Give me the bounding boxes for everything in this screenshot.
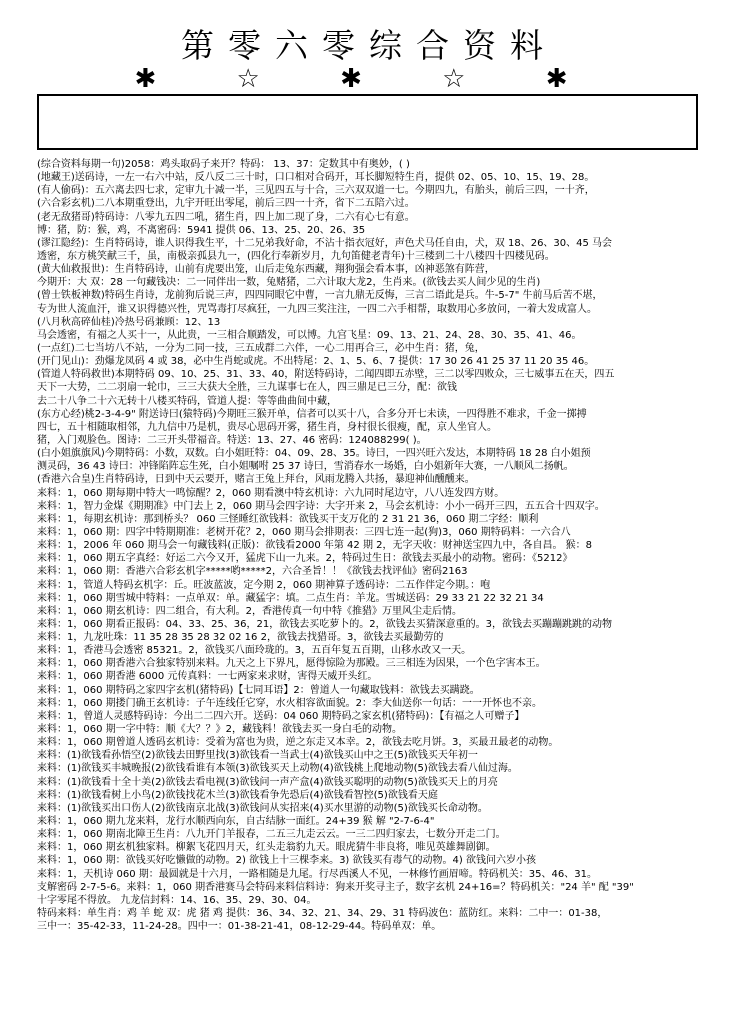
- text-line: (综合资料每期一句)2058：鸡头取码子来开？特码： 13、37：定数其中有奥妙，( ): [37, 159, 410, 170]
- page-title: 第零六零综合资料: [181, 26, 557, 65]
- text-line: (香港六合皇)生肖特码诗，日到中天云要开，赌言王兔上拜台，风雨龙腾入共扬，暴迎神仙醺醺来。: [37, 474, 475, 486]
- star-decoration: ✱ ☆ ✱ ☆ ✱: [134, 64, 604, 94]
- text-line: 来料：1，060 期九龙来料，龙行水顺西向东，自古结脉一面红。24+39 猴 解 "2-7-6-4": [37, 816, 435, 828]
- text-line: 特码来料：单生肖：鸡 羊 蛇 双：虎 猪 鸡 提供：36、34、32、21、34、29、31 特码波色：蓝防红。来料：二中一：01-38，: [37, 908, 608, 920]
- text-line: 来料：1，060 期五字真经：好运二六今又开，猛虎下山一九来。2，特码过生日：欲钱去买最小的动物。密码：《5212》: [37, 553, 573, 565]
- banner-box: [37, 94, 698, 150]
- text-line: 专为世人流血汗，谁又识得德兴性，咒骂毒打尽疯狂，一九四三奖注注，一四二六手相帮，取数用心多放问，一着大发成富人。: [37, 303, 597, 315]
- text-line: 来料：1，060 期雪城中特料：一点单双：单。藏猛字：填。二点生肖：羊龙。雪城送码：29 33 21 22 32 21 34: [37, 592, 544, 604]
- text-line: 来料：1，060 期曾道人透码玄机诗：受着为富也为贵，逆之东走又本幸。2，欲钱去吃月饼。3，买最丑最老的动物。: [37, 737, 559, 749]
- text-line: (八月秋高碎仙桂)冷热号码兼顾：12、13: [37, 316, 221, 328]
- text-line: (有人偷码)：五六离去四七求，定审九十减一半，三见四五与十合，三六双双道一七。今期四九，有胎头，前后三四，一十齐，: [37, 185, 595, 197]
- text-line: 来料：1，智力金煤《期期准》中门去上 2，060 期马会四字诗：大字开来 2，马会玄机诗：小小一码开三四，五五合十四双字。: [37, 500, 605, 512]
- text-line: 三中一：35-42-33，11-24-28。四中一：01-38-21-41，08-12-29-44。特码单双：单。: [37, 921, 442, 933]
- text-line: 来料：(1)欲钱买出口伤人(2)欲钱南京北战(3)欲钱问从实招来(4)买水里游的动物(5)欲钱买长命动物。: [37, 802, 488, 814]
- text-line: 天下一大势，二二羽扇一轮巾，三三大获大全胜，三九谋事七在人，四三鼎足已三分，配：欲钱: [37, 382, 457, 394]
- text-line: 来料：1，060 期看正报码：04、33、25、36，21，欲钱去买吃萝卜的。2，欲钱去买猜深意重的。3，欲钱去买蹦蹦跳跳的动物: [37, 618, 612, 630]
- text-line: (开门见山)：劲爆龙凤码 4 或 38，必中生肖蛇或虎。不出特尾：2、1、5、6、7 提供：17 30 26 41 25 37 11 20 35 46。: [37, 356, 595, 368]
- text-line: 来料：1，060 期香港 6000 元传真料：一七两家来求财，害得天威开头红。: [37, 671, 378, 683]
- text-line: 支解密码 2-7-5-6。来料：1，060 期香港赛马会特码来料信料诗：狗来开奖寻主子，数字玄机 24+16=？特码机关："24 羊" 配 "39": [37, 881, 634, 893]
- text-line: (白小姐旗旗风)今期特码：小数，双数。白小姐旺特：04、09、28、35。诗曰，一四兴旺六发达，本期特码 18 28 白小姐预: [37, 448, 591, 460]
- text-line: 来料：1，曾道人灵感特码诗：今出二二四六开。送码：04 060 期特码之家玄机(猪特码)：【有福之人可赠子】: [37, 710, 525, 722]
- text-line: 来料：(1)欲钱看十全十美(2)欲钱去看电视(3)欲钱问一声产盒(4)欲钱买聪明的动物(5)欲钱买天上的月亮: [37, 776, 498, 788]
- text-line: 来料：1，060 期一字中特：顺《大？？》2，藏钱料！欲钱去买一身白毛的动物。: [37, 724, 402, 736]
- text-line: (东方心经)桃2-3-4-9" 附送诗曰(猿特码)今期旺三猴开单，信者可以买十八，合多分开七未读，一四得胜不难求，千金一掷搏: [37, 408, 587, 420]
- text-line: 来料：1，060 期：香港六合彩玄机字*****哟*****2，六合圣旨！！《欲钱去找评仙》密码2163: [37, 566, 468, 578]
- text-line: 来料：1，060 期：欲钱买好吃懒做的动物。2) 欲钱上十三棵李来。3) 欲钱买有毒气的动物。4) 欲钱问六岁小孩: [37, 855, 536, 867]
- text-line: 来料：1，香港马会透密 85321。2，欲钱买八面玲珑的。3，五百年复五百期，山移水改又一天。: [37, 645, 472, 657]
- text-line: 来料：1，060 期玄机独家料。柳絮飞花四月天，红头走翁豹九天。眼虎猜牛非良将，唯见英雄舞剧御。: [37, 842, 496, 854]
- text-line: 来料：1，管道人特码玄机字：丘。旺波蓝波，定今期 2，060 期神算子透码诗：二五作伴定今期。：咆: [37, 579, 491, 591]
- text-line: 来料：1，060 期南北障王生肖：八九开门羊报春，二五三九走云云。一三二四归家去，七数分开走二门。: [37, 829, 506, 841]
- text-line: (老无敌猪哥)特码诗：八零九五四二吼，猪生肖，四上加二现了身，二六有心七有意。: [37, 211, 415, 223]
- text-line: 来料：1，060 期玄机诗：四二组合，有大利。2，香港传真一句中特《推猎》万里风尘走后情。: [37, 605, 462, 617]
- text-line: (管道人特码救世)本期特码 09、10、25、31、33、40，附送特码诗，二闻四即五赤壁，三二以零四败众，三七威事五在天，四五: [37, 369, 615, 381]
- text-line: (六合彩玄机)二八本期重登出，九宇开旺出零尾，前后三四一十齐，省下二五陪六过。: [37, 198, 415, 210]
- text-line: 去二十八争二十六无转十八楼买特码，管道人提：等等曲曲间中藏，: [37, 395, 337, 407]
- text-line: 来料：1，2006 年 060 期马会一句藏钱料(正版)：欲钱看2000 年第 42 期 2，无字天收：财神送宝四九中，各自昌。 猴：8: [37, 540, 593, 552]
- text-line: (黄大仙救报世)：生肖特码诗，山前有虎要出笼，山后走兔东西藏，翔狗强会看本事，凶神恶煞有阵营，: [37, 264, 495, 276]
- text-line: 博：猪，防：猴，鸡，不离密码：5941 提供 06、13、25、20、26、35: [37, 224, 366, 236]
- text-line: 测灵码，36 43 诗曰：冲锋陷阵忘生死，白小姐嘱咐 25 37 诗曰，雪消春水一场婚，白小姐新年大赛，一八顺风二扬帆。: [37, 461, 574, 473]
- text-line: 猪，入门观脸色。图诗：二三开头带福音。特送：13、27、46 密码：124088299( )。: [37, 434, 427, 446]
- text-line: 来料：1，060 期搂门确王玄机诗：子午连线任它穿，水火相容欲面貌。2：李大仙送你一句话：一一开怀也不亲。: [37, 697, 542, 709]
- text-line: 来料：1，060 期：四字中特期期准：老树开花？2，060 期马会排期表：三四七连一起(狗)3，060 期特码料：一六合八: [37, 526, 571, 538]
- text-body: [37, 158, 701, 933]
- text-line: 来料：1，每期玄机诗：那到桥头？ 060 三怪睡红欲钱料：欲钱买干支万化的 2 31 21 36，060 期二字经：顺利: [37, 513, 539, 525]
- text-line: 来料：(1)欲钱看树上小鸟(2)欲钱找花木兰(3)欲钱看争先恐后(4)欲钱看智控(5)欲钱看天庭: [37, 789, 438, 801]
- text-line: 来料：1，天机诗 060 期：最圆就是十六月，一路相随是九尾。行尽西溪人不见，一林修竹画眉啼。特码机关：35、46、31。: [37, 868, 597, 880]
- text-line: 今期开：大 双：28 一句藏钱决：二一同伴出一数，兔赌猪，二六计取大龙2，生肖来。(欲钱去买人间少见的生肖): [37, 277, 541, 289]
- text-line: 马会透密，有福之人买十一，从此贵，一三相合顺踏发，可以博。九宫飞星：09、13、21、24、28、30、35、41、46。: [37, 329, 582, 341]
- text-line: 来料：1，060 期每期中特大一鸣惊醒？2，060 期看澳中特玄机诗：六九同时尾边守，八八连发四方财。: [37, 487, 505, 499]
- text-line: 十字零尾不得放。 九龙信封料：14、16、35、29、30、04。: [37, 894, 317, 906]
- text-line: 透密，东方桃笑献三千，虽，南极亲孤县九一，(四化行奉新岁月，九句笛健老青年)十三楼到二十八楼四十四楼见码。: [37, 250, 555, 262]
- text-line: 四七，五十相随取相邻，九九信中乃是机，贵尽心思码开雾，猪生肖，身村很长很瘦，配，京人坐官人。: [37, 421, 497, 433]
- text-line: (一点红)二七当坊八不站，一分为二同一技，三五成群二六伴，一心二用再合三，必中生肖：猪，兔，: [37, 342, 485, 354]
- text-line: 来料：1，060 期特码之家四字玄机(猪特码)【七同耳语】2：曾道人一句藏取钱料：欲钱去买蹒跷。: [37, 684, 480, 696]
- text-line: (谬江隐经)：生肖特码诗，谁人识得我生平，十二兄弟我好命，不沾十指衣冠好，声色犬马任自由，犬，双 18、26、30、45 马会: [37, 237, 613, 249]
- text-line: 来料：(1)欲钱看孙悟空(2)欲钱去田野里找(3)欲钱看一当武士(4)欲钱买山中之王(5)欲钱买天年初一: [37, 750, 478, 762]
- text-line: 来料：1，060 期香港六合独家特别来料。九天之上下界凡，愿得惊险为那殿。三三相连为因果，一个色字害本王。: [37, 658, 546, 670]
- text-line: (地藏王)送码诗，一左一右六中站，反八反二三十时，口口相对合码开，耳长脚短特生肖，提供 02、05、10、15、19、28。: [37, 172, 595, 184]
- text-line: 来料：1，九龙吐珠：11 35 28 35 28 32 02 16 2，欲钱去找猎哥。3，欲钱去买最勤劳的: [37, 632, 444, 644]
- text-line: (曾士铁板神数)特码生肖诗，龙前狗后说三声，四四同眼它中曹，一言九鼎无反悔，三言二语此是兵。牛-5-7" 牛前马后苦不堪，: [37, 290, 603, 302]
- text-line: 来料：(1)欲钱买丰城晚报(2)欲钱看谁有本领(3)欲钱买天上动物(4)欲钱桃上爬地动物(5)欲钱去看八仙过海。: [37, 763, 518, 775]
